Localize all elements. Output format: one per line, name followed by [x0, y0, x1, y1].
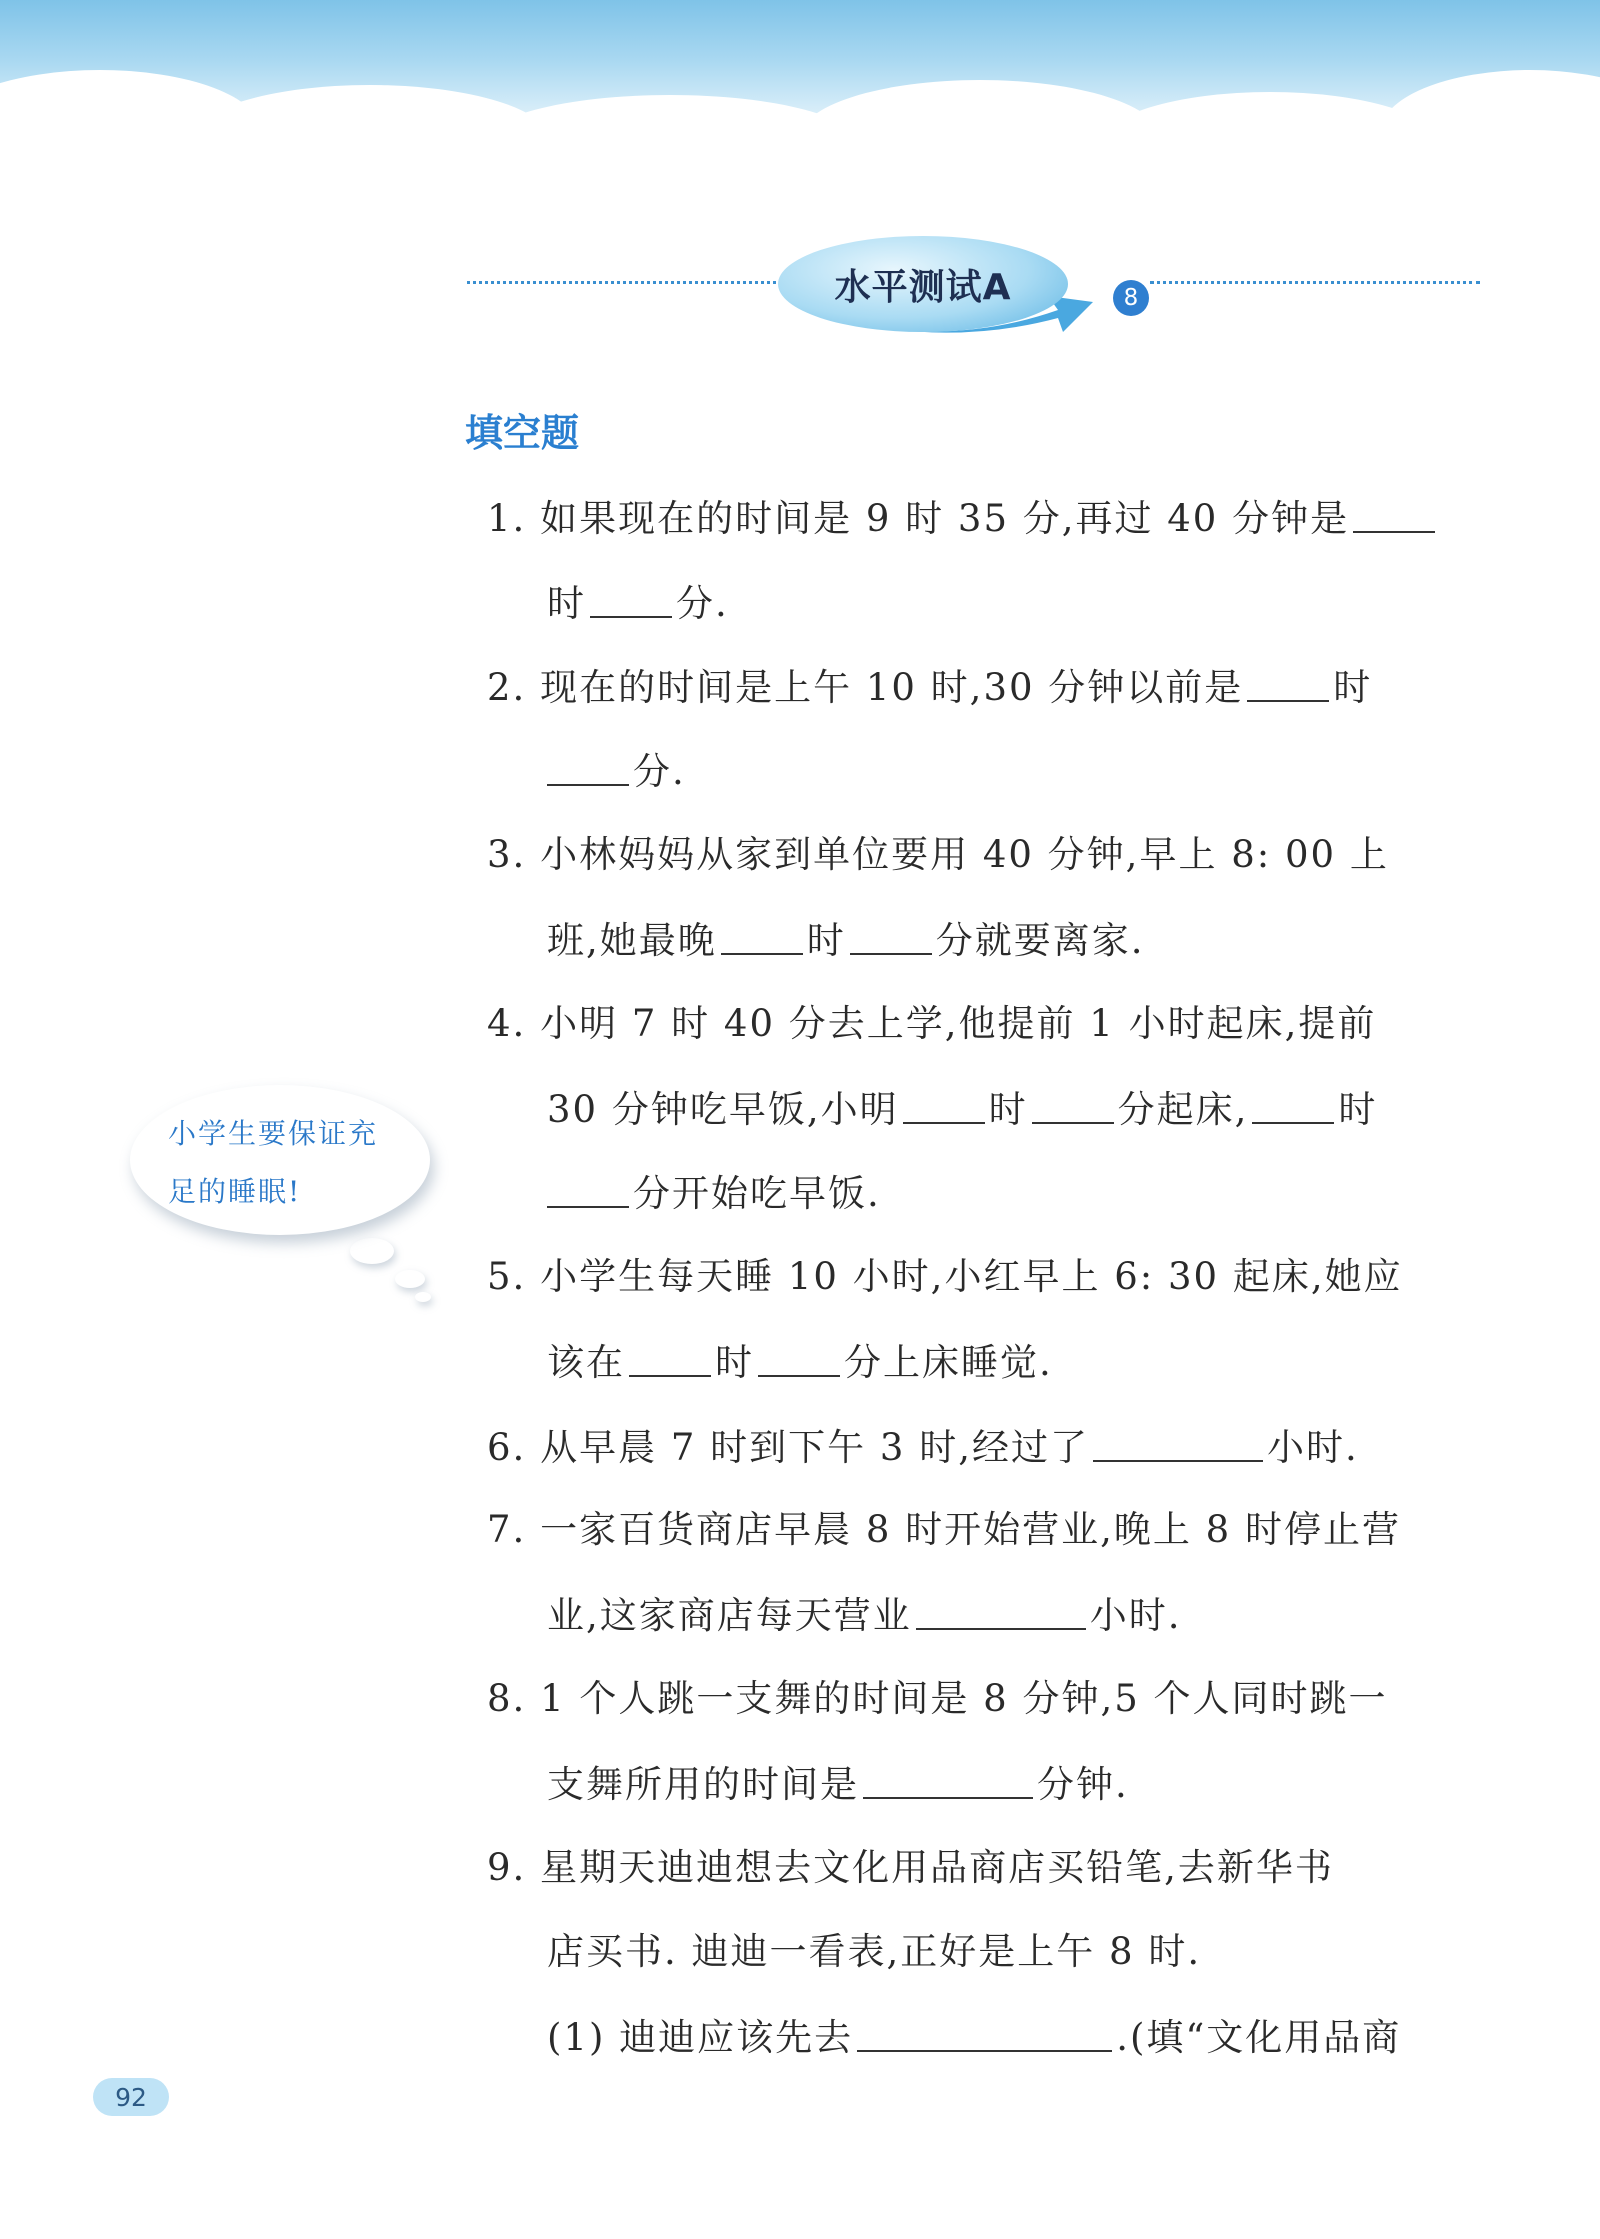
answer-blank[interactable]	[590, 580, 672, 618]
question-4-line-2: 30 分钟吃早饭,小明 时 分起床, 时	[547, 1088, 1378, 1131]
answer-blank[interactable]	[758, 1339, 840, 1377]
question-3-line-1: 3. 小林妈妈从家到单位要用 40 分钟,早上 8: 00 上	[487, 833, 1389, 876]
question-7-line-2: 业,这家商店每天营业 小时.	[547, 1594, 1182, 1637]
question-3-line-2: 班,她最晚 时 分就要离家.	[547, 919, 1145, 962]
question-9-subquestion-1: (1) 迪迪应该先去 .(填“文化用品商	[547, 2016, 1402, 2059]
answer-blank[interactable]	[1093, 1424, 1263, 1462]
question-5-line-1: 5. 小学生每天睡 10 小时,小红早上 6: 30 起床,她应	[487, 1255, 1403, 1298]
title-dotted-line-left	[467, 281, 782, 284]
bubble-tail-dot	[415, 1292, 431, 1302]
bubble-tail-dot	[395, 1270, 425, 1288]
question-9-line-2: 店买书. 迪迪一看表,正好是上午 8 时.	[547, 1930, 1202, 1973]
answer-blank[interactable]	[903, 1086, 985, 1124]
answer-blank[interactable]	[1353, 495, 1435, 533]
question-6-line-1: 6. 从早晨 7 时到下午 3 时,经过了 小时.	[487, 1426, 1359, 1469]
question-2-line-2: 分.	[547, 748, 686, 794]
test-title-banner: 水平测试A	[778, 236, 1068, 332]
question-4-line-1: 4. 小明 7 时 40 分去上学,他提前 1 小时起床,提前	[487, 1002, 1377, 1045]
question-number: 4.	[487, 1002, 527, 1045]
question-number: 3.	[487, 833, 527, 876]
question-2-line-1: 2. 现在的时间是上午 10 时,30 分钟以前是 时	[487, 666, 1373, 709]
question-number: 1.	[487, 497, 527, 540]
question-1-line-2: 时 分.	[547, 582, 729, 625]
question-number: 7.	[487, 1508, 527, 1551]
answer-blank[interactable]	[721, 917, 803, 955]
unit-number-badge: 8	[1113, 280, 1149, 316]
question-5-line-2: 该在 时 分上床睡觉.	[547, 1341, 1053, 1384]
answer-blank[interactable]	[629, 1339, 711, 1377]
question-8-line-1: 8. 1 个人跳一支舞的时间是 8 分钟,5 个人同时跳一	[487, 1677, 1388, 1720]
answer-blank[interactable]	[1252, 1086, 1334, 1124]
title-dotted-line-right	[1150, 281, 1480, 284]
answer-blank[interactable]	[850, 917, 932, 955]
cloud-base	[0, 150, 1600, 190]
answer-blank[interactable]	[1032, 1086, 1114, 1124]
question-number: 8.	[487, 1677, 527, 1720]
question-1-line-1: 1. 如果现在的时间是 9 时 35 分,再过 40 分钟是	[487, 495, 1439, 541]
question-number: 5.	[487, 1255, 527, 1298]
answer-blank[interactable]	[547, 748, 629, 786]
question-8-line-2: 支舞所用的时间是 分钟.	[547, 1763, 1129, 1806]
question-9-line-1: 9. 星期天迪迪想去文化用品商店买铅笔,去新华书	[487, 1846, 1334, 1889]
question-number: 9.	[487, 1846, 527, 1889]
question-number: 2.	[487, 666, 527, 709]
tip-text: 小学生要保证充 足的睡眠!	[168, 1117, 379, 1208]
answer-blank[interactable]	[547, 1170, 629, 1208]
answer-blank[interactable]	[857, 2014, 1112, 2052]
answer-blank[interactable]	[863, 1761, 1033, 1799]
section-title: 填空题	[465, 411, 580, 455]
page-number: 92	[93, 2078, 169, 2116]
bubble-tail-dot	[350, 1238, 394, 1264]
answer-blank[interactable]	[1247, 664, 1329, 702]
question-7-line-1: 7. 一家百货商店早晨 8 时开始营业,晚上 8 时停止营	[487, 1508, 1401, 1551]
question-number: 6.	[487, 1426, 527, 1469]
answer-blank[interactable]	[916, 1592, 1086, 1630]
question-4-line-3: 分开始吃早饭.	[547, 1170, 881, 1216]
